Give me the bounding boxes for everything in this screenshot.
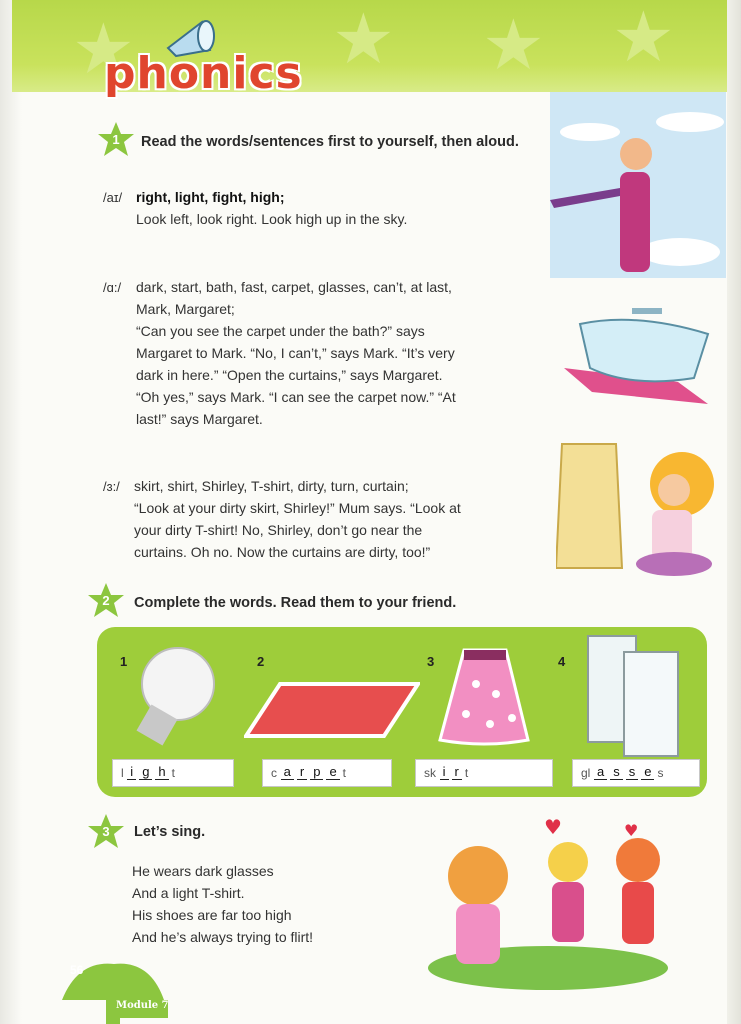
page-binding-edge (0, 0, 22, 1024)
ipa-symbol: /ɑ:/ (103, 280, 122, 295)
word-list (136, 186, 407, 230)
word-fill-field[interactable] (572, 759, 700, 787)
svg-text:♥: ♥ (624, 821, 639, 840)
curtain-and-girl-illustration (556, 440, 724, 586)
word-list (134, 475, 461, 563)
word-blank[interactable]: s (610, 764, 623, 780)
lions-singing-illustration (378, 816, 708, 996)
section-instruction: Complete the words. Read them to your friend. (134, 595, 457, 611)
word-blank[interactable]: e (641, 764, 654, 780)
word-blank[interactable]: s (626, 764, 639, 780)
sentence-line: dark in here.” “Open the curtains,” says Margaret. (136, 367, 443, 383)
word-prefix: l (121, 766, 124, 780)
word-suffix: t (464, 766, 469, 780)
sentence-line: Margaret to Mark. “No, I can’t,” says Mark. “It’s very (136, 345, 455, 361)
skirt-picture (436, 644, 532, 748)
carpet-picture (244, 680, 420, 740)
section-instruction: Read the words/sentences first to yourself, then aloud. (141, 134, 519, 150)
word-blank[interactable]: r (452, 764, 462, 780)
word-blank[interactable]: r (297, 764, 307, 780)
star-decoration: ★ (332, 0, 395, 78)
sentence-line: “Look at your dirty skirt, Shirley!” Mum says. “Look at (134, 500, 461, 516)
word-prefix: gl (581, 766, 591, 780)
word-list-words: right, light, fight, high; (136, 189, 285, 205)
word-fill-field[interactable] (112, 759, 234, 787)
page-right-edge (727, 0, 741, 1024)
word-blank[interactable]: e (326, 764, 339, 780)
word-blank[interactable]: h (155, 764, 168, 780)
section-number: 1 (112, 132, 120, 147)
exercise-item-number: 3 (427, 654, 435, 669)
sentence-line: Mark, Margaret; (136, 301, 235, 317)
bathtub-illustration (562, 306, 710, 410)
word-suffix: t (342, 766, 347, 780)
ipa-symbol: /ɜ:/ (103, 479, 120, 494)
star-decoration: ★ (72, 10, 135, 88)
star-decoration: ★ (482, 6, 545, 84)
sentence-line: curtains. Oh no. Now the curtains are dirty, too!” (134, 544, 431, 560)
exercise-item-number: 1 (120, 654, 128, 669)
word-prefix: sk (424, 766, 436, 780)
page-title: phonics (104, 48, 303, 99)
word-prefix: c (271, 766, 277, 780)
ipa-symbol: /aɪ/ (103, 190, 123, 205)
lyric-line: He wears dark glasses (132, 863, 274, 879)
phonics-logo (100, 40, 303, 104)
exercise-item-number: 2 (257, 654, 265, 669)
word-suffix: t (171, 766, 175, 780)
word-blank[interactable]: a (281, 764, 294, 780)
section-number: 2 (102, 593, 110, 608)
lyric-line: His shoes are far too high (132, 907, 292, 923)
word-blank[interactable]: g (139, 764, 152, 780)
boy-looking-up-illustration (550, 92, 726, 278)
glasses-picture (582, 632, 686, 760)
module-label: Module 7 (116, 1000, 169, 1011)
word-list-words: dark, start, bath, fast, carpet, glasses, can’t, at last, (136, 279, 452, 295)
lyric-line: And a light T-shirt. (132, 885, 245, 901)
sentence-line: Look left, look right. Look high up in the sky. (136, 211, 408, 227)
word-fill-field[interactable] (262, 759, 392, 787)
exercise-item-number: 4 (558, 654, 566, 669)
light-bulb-picture (130, 642, 220, 746)
sentence-line: “Can you see the carpet under the bath?” says (136, 323, 425, 339)
star-decoration: ★ (612, 0, 675, 76)
word-blank[interactable]: p (310, 764, 323, 780)
word-blank[interactable]: a (594, 764, 607, 780)
word-suffix: s (657, 766, 664, 780)
word-blank[interactable]: i (127, 764, 136, 780)
sentence-line: “Oh yes,” says Mark. “I can see the carpet now.” “At (136, 389, 456, 405)
section-number: 3 (102, 824, 110, 839)
page-number: 56 (70, 963, 84, 977)
svg-text:♥: ♥ (544, 816, 562, 839)
sentence-line: last!” says Margaret. (136, 411, 263, 427)
word-list (136, 276, 456, 430)
word-fill-field[interactable] (415, 759, 553, 787)
song-lyrics (132, 860, 313, 948)
section-instruction: Let’s sing. (134, 824, 206, 840)
sentence-line: your dirty T-shirt! No, Shirley, don’t go near the (134, 522, 423, 538)
word-blank[interactable]: i (440, 764, 449, 780)
word-list-words: skirt, shirt, Shirley, T-shirt, dirty, turn, curtain; (134, 478, 409, 494)
lyric-line: And he’s always trying to flirt! (132, 929, 314, 945)
